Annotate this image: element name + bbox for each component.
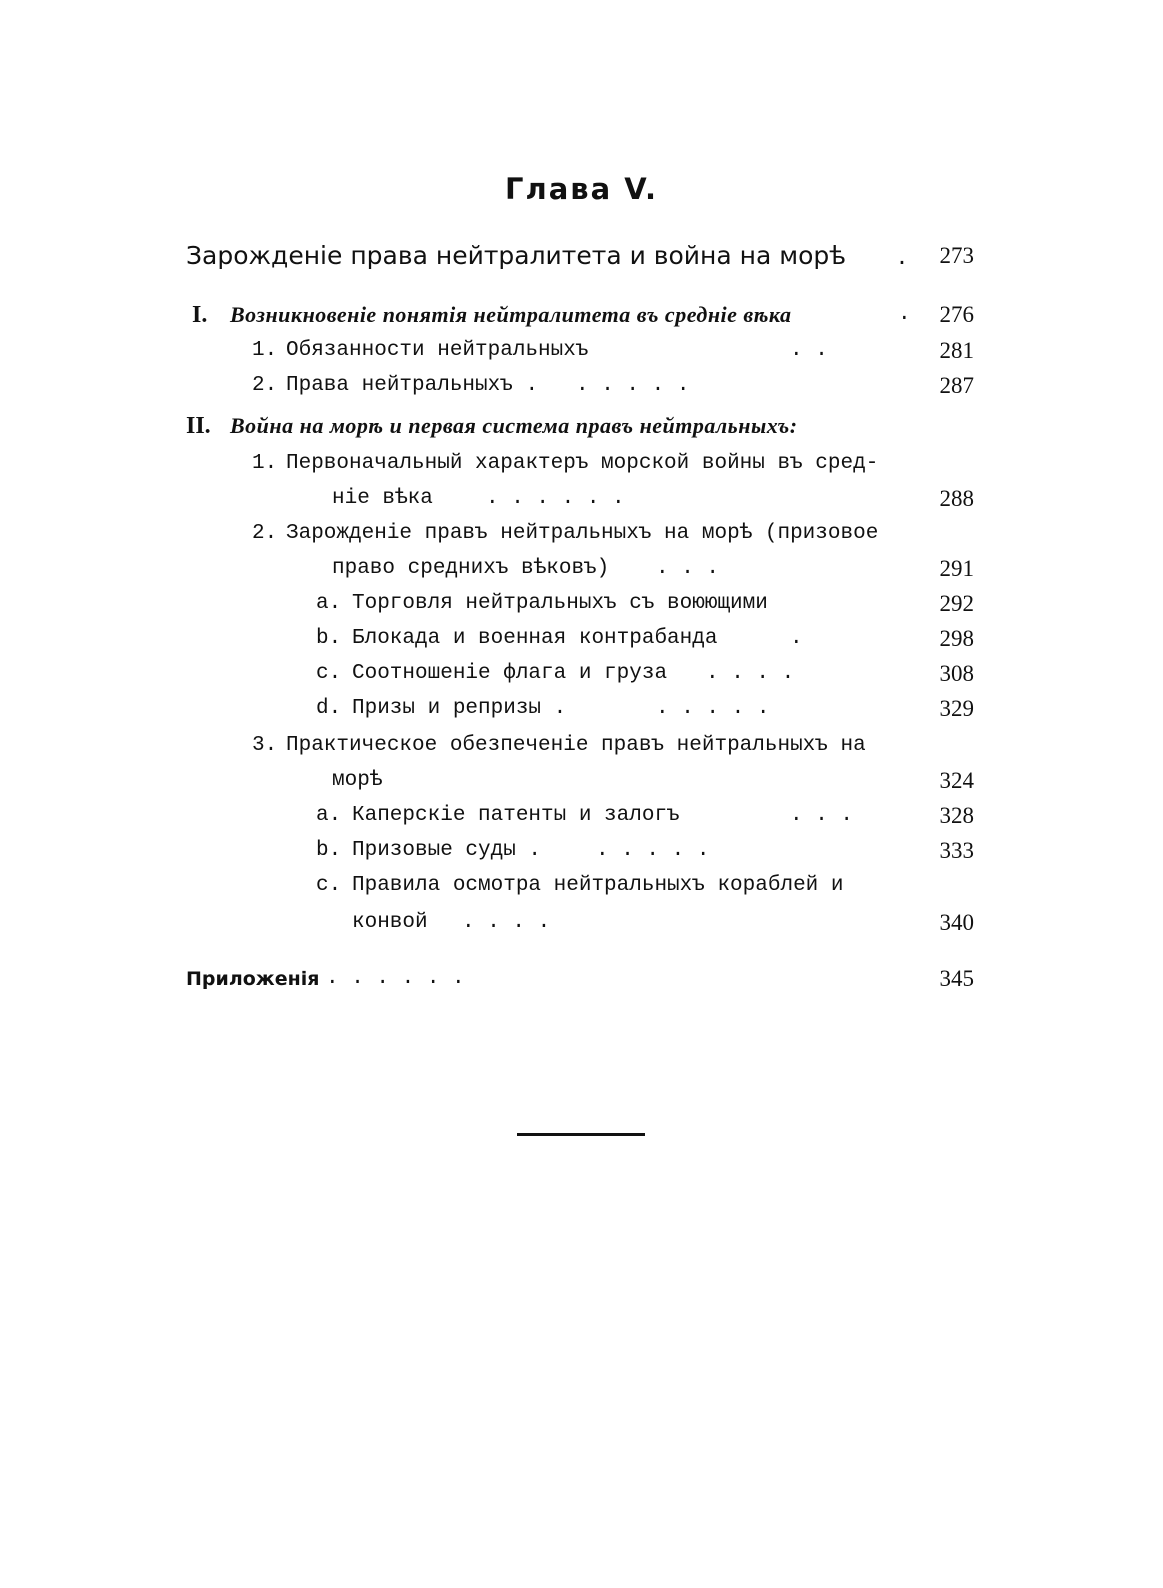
toc-row-continuation (186, 483, 976, 515)
item-number: 1. (252, 452, 278, 475)
page-number: 333 (939, 838, 974, 863)
item-title: Каперскіе патенты и залогъ (352, 804, 680, 827)
item-number: 3. (252, 734, 278, 757)
leader-dots: . . . . (706, 662, 795, 685)
toc-row (186, 835, 976, 867)
leader-dots: . . . (790, 804, 854, 827)
leader-dots: . . . . . . (326, 967, 465, 990)
page-number: 329 (939, 696, 974, 721)
item-letter: c. (316, 662, 342, 685)
chapter-title: Глава V. (504, 172, 659, 206)
leader-dots: . (898, 303, 911, 326)
item-letter: c. (316, 874, 342, 897)
item-number: 2. (252, 374, 278, 397)
toc-row-continuation (186, 553, 976, 585)
toc-row-section-1 (186, 299, 976, 331)
toc-row-section-2 (186, 410, 976, 442)
leader-dots: . . . (656, 557, 720, 580)
page-number: 324 (939, 768, 974, 793)
closing-rule (517, 1133, 645, 1136)
leader-dots: . . . . . (576, 374, 690, 397)
page-number: 287 (939, 373, 974, 398)
toc-row (186, 335, 976, 367)
section-title: Война на морѣ и первая система правъ нейтральныхъ: (230, 413, 798, 438)
leader-dots: . . (790, 339, 828, 362)
item-title-continuation: право среднихъ вѣковъ) (332, 557, 610, 580)
leader-dots: . . . . . (656, 697, 770, 720)
item-title: Торговля нейтральныхъ съ воюющими (352, 592, 768, 615)
item-title: Правила осмотра нейтральныхъ кораблей и (352, 874, 844, 897)
item-letter: a. (316, 592, 342, 615)
toc-row (186, 518, 976, 550)
section-number: I. (192, 302, 208, 328)
item-letter: b. (316, 627, 342, 650)
toc-row-chapter-heading (186, 238, 976, 274)
item-number: 1. (252, 339, 278, 362)
page-number: 288 (939, 486, 974, 511)
toc-row-appendix (186, 963, 976, 995)
page-number: 340 (939, 910, 974, 935)
toc-row (186, 588, 976, 620)
toc-row (186, 370, 976, 402)
item-title-continuation: ніе вѣка (332, 487, 433, 510)
item-title: Блокада и военная контрабанда (352, 627, 718, 650)
leader-dots: . (898, 241, 906, 270)
toc-row (186, 623, 976, 655)
item-title: Права нейтральныхъ . (286, 374, 539, 397)
page-number: 291 (939, 556, 974, 581)
item-title: Практическое обезпеченіе правъ нейтральныхъ на (286, 734, 866, 757)
page-number: 273 (939, 243, 974, 268)
item-letter: a. (316, 804, 342, 827)
page-number: 345 (939, 966, 974, 991)
page-number: 308 (939, 661, 974, 686)
item-title-continuation: конвой (352, 911, 428, 934)
item-title: Призовые суды . (352, 839, 542, 862)
toc-row (186, 800, 976, 832)
item-number: 2. (252, 522, 278, 545)
page-number: 328 (939, 803, 974, 828)
item-title: Зарожденіе правъ нейтральныхъ на морѣ (призовое (286, 522, 879, 545)
item-title: Первоначальный характеръ морской войны въ сред- (286, 452, 879, 475)
item-letter: b. (316, 839, 342, 862)
toc-row (186, 870, 976, 902)
chapter-heading-text: Зарожденіе права нейтралитета и война на морѣ (186, 241, 847, 270)
toc-row (186, 448, 976, 480)
item-title-continuation: морѣ (332, 769, 383, 792)
section-title: Возникновеніе понятія нейтралитета въ средніе вѣка (230, 302, 792, 327)
section-number: II. (186, 413, 211, 439)
toc-row (186, 693, 976, 725)
page-number: 298 (939, 626, 974, 651)
leader-dots: . (790, 627, 803, 650)
leader-dots: . . . . (462, 911, 551, 934)
appendix-title: Приложенія (186, 968, 320, 990)
item-title: Соотношеніе флага и груза (352, 662, 668, 685)
toc-row (186, 658, 976, 690)
toc-row-continuation (186, 907, 976, 939)
page-number: 292 (939, 591, 974, 616)
toc-row (186, 730, 976, 762)
page-number: 281 (939, 338, 974, 363)
leader-dots: . . . . . . (486, 487, 625, 510)
item-title: Обязанности нейтральныхъ (286, 339, 589, 362)
leader-dots: . . . . . (596, 839, 710, 862)
toc-row-continuation (186, 765, 976, 797)
item-letter: d. (316, 697, 342, 720)
item-title: Призы и репризы . (352, 697, 567, 720)
page-number: 276 (939, 302, 974, 327)
